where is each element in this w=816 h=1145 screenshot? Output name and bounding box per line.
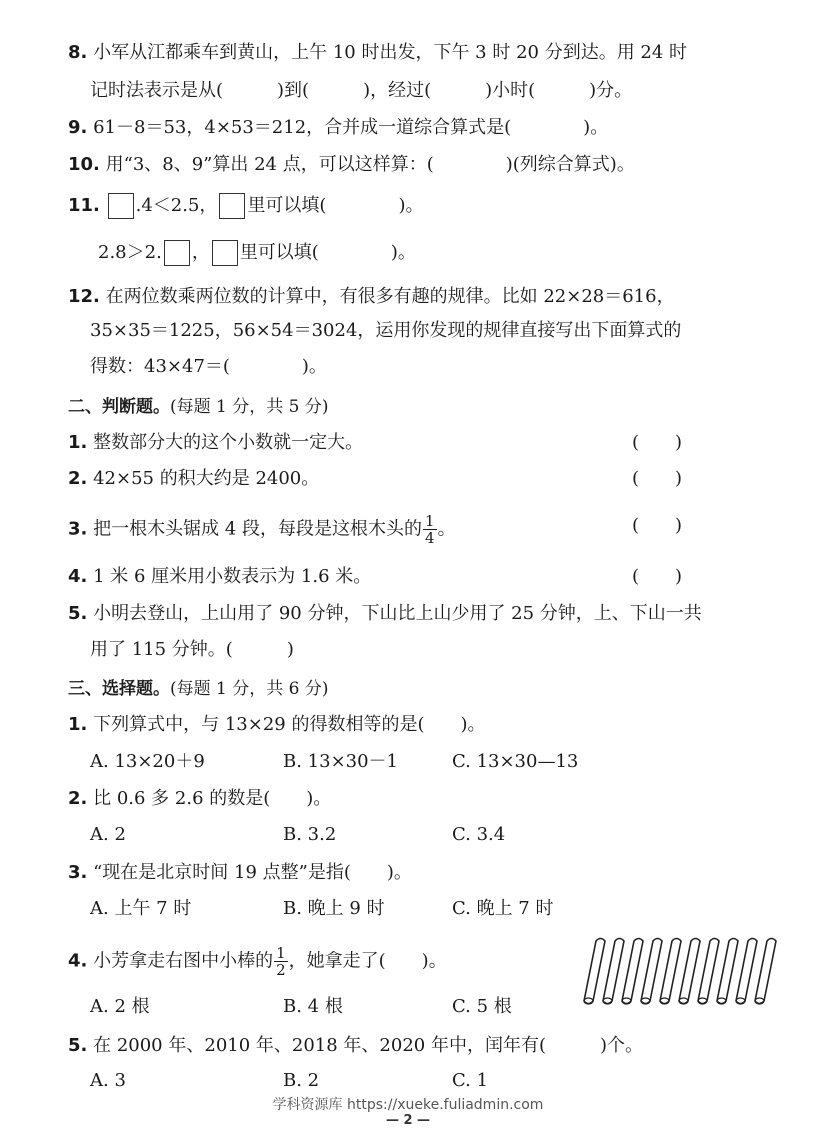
stick (603, 939, 624, 1005)
section-3-heading (68, 676, 752, 702)
choice-5 (68, 1033, 752, 1059)
choice-1-option-a[interactable]: A. 13×20＋9 (90, 751, 205, 772)
choice-2 (68, 786, 752, 812)
choice-2-option-a[interactable]: A. 2 (90, 824, 126, 845)
choice-5-text: 在 2000 年、2010 年、2018 年、2020 年中，闰年有( )个。 (93, 1035, 643, 1056)
choice-1-number: 1. (68, 714, 88, 735)
q8-number: 8. (68, 42, 88, 63)
stick (698, 939, 719, 1005)
choice-3-option-c[interactable]: C. 晚上 7 时 (452, 898, 554, 919)
q11-text-a1: .4＜2.5， (135, 195, 218, 216)
judge-4 (68, 564, 752, 590)
choice-3-number: 3. (68, 862, 88, 883)
choice-5-option-b[interactable]: B. 2 (283, 1070, 320, 1091)
q11-text-a2: 里可以填( )。 (247, 195, 424, 216)
stick (679, 939, 700, 1005)
q8-line1 (68, 40, 752, 66)
q11-line1 (68, 193, 752, 219)
choice-3 (68, 860, 752, 886)
q12-line1 (68, 284, 752, 310)
judge-3-number: 3. (68, 518, 88, 540)
q12-line3 (90, 354, 752, 380)
page-number: — 2 — (385, 1113, 431, 1128)
judge-2-text: 42×55 的积大约是 2400。 (93, 468, 320, 489)
choice-4-option-a[interactable]: A. 2 根 (90, 996, 150, 1017)
judge-3-answer[interactable]: ( ) (631, 515, 682, 536)
q12-text-line3: 得数：43×47＝( )。 (90, 356, 327, 377)
q9 (68, 115, 752, 141)
q12-text-line1: 在两位数乘两位数的计算中，有很多有趣的规律。比如 22×28＝616， (105, 286, 675, 307)
q10 (68, 152, 752, 178)
answer-box[interactable] (212, 240, 238, 266)
judge-1 (68, 430, 752, 456)
q8-text-line1: 小军从江都乘车到黄山，上午 10 时出发，下午 3 时 20 分到达。用 24 时 (93, 42, 688, 63)
stick (584, 939, 605, 1005)
choice-3-option-b[interactable]: B. 晚上 9 时 (283, 898, 385, 919)
choice-2-option-c[interactable]: C. 3.4 (452, 824, 506, 845)
choice-1-option-b[interactable]: B. 13×30－1 (283, 751, 399, 772)
judge-4-answer[interactable]: ( ) (631, 566, 682, 587)
stick (641, 939, 662, 1005)
q10-text: 用“3、8、9”算出 24 点，可以这样算：( )(列综合算式)。 (105, 154, 635, 175)
judge-5-line1 (68, 601, 752, 627)
choice-4-number: 4. (68, 950, 88, 972)
fraction-one-quarter (423, 513, 437, 546)
q11-text-b2: ， (191, 242, 210, 263)
q8-text-line2: 记时法表示是从( )到( )，经过( )小时( )分。 (90, 80, 633, 101)
section-3-subtitle: (每题 1 分，共 6 分) (170, 679, 329, 699)
choice-1-option-c[interactable]: C. 13×30—13 (452, 751, 579, 772)
judge-5-number: 5. (68, 603, 88, 624)
choice-5-option-a[interactable]: A. 3 (90, 1070, 126, 1091)
choice-4-end: ，她拿走了( )。 (288, 950, 447, 972)
judge-2-answer[interactable]: ( ) (631, 468, 682, 489)
q11-number: 11. (68, 195, 100, 216)
q8-line2 (90, 78, 752, 104)
q12-line2 (90, 318, 752, 344)
judge-3 (68, 513, 752, 546)
stick (717, 939, 738, 1005)
choice-3-option-a[interactable]: A. 上午 7 时 (90, 898, 192, 919)
fraction-denominator: 4 (425, 529, 435, 547)
q10-number: 10. (68, 154, 100, 175)
stick (622, 939, 643, 1005)
q11-text-b3: 里可以填( )。 (239, 242, 416, 263)
q12-number: 12. (68, 286, 100, 307)
judge-5-text-line2: 用了 115 分钟。( ) (90, 639, 294, 660)
choice-4-option-c[interactable]: C. 5 根 (452, 996, 512, 1017)
answer-box[interactable] (219, 193, 245, 219)
judge-1-answer[interactable]: ( ) (631, 432, 682, 453)
q9-number: 9. (68, 117, 88, 138)
judge-1-text: 整数部分大的这个小数就一定大。 (93, 432, 364, 453)
choice-2-number: 2. (68, 788, 88, 809)
choice-1-text: 下列算式中，与 13×29 的得数相等的是( )。 (93, 714, 486, 735)
fraction-numerator: 1 (276, 944, 286, 962)
judge-5-text-line1: 小明去登山，上山用了 90 分钟，下山比上山少用了 25 分钟，上、下山一共 (93, 603, 702, 624)
choice-5-option-c[interactable]: C. 1 (452, 1070, 489, 1091)
judge-2-number: 2. (68, 468, 88, 489)
choice-4 (68, 945, 566, 978)
choice-1 (68, 712, 752, 738)
fraction-denominator: 2 (276, 961, 286, 979)
sticks-illustration (578, 935, 778, 1007)
choice-3-text: “现在是北京时间 19 点整”是指( )。 (93, 862, 412, 883)
judge-4-text: 1 米 6 厘米用小数表示为 1.6 米。 (93, 566, 372, 587)
q9-text: 61－8＝53，4×53＝212，合并成一道综合算式是( )。 (93, 117, 609, 138)
section-2-subtitle: (每题 1 分，共 5 分) (170, 397, 329, 417)
judge-1-number: 1. (68, 432, 88, 453)
fraction-one-half (274, 945, 288, 978)
choice-4-text: 小芳拿走右图中小棒的 (93, 950, 274, 972)
choice-4-option-b[interactable]: B. 4 根 (283, 996, 343, 1017)
judge-4-number: 4. (68, 566, 88, 587)
judge-3-end: 。 (437, 518, 456, 540)
judge-3-text: 把一根木头锯成 4 段，每段是这根木头的 (93, 518, 423, 540)
judge-5-line2 (90, 637, 752, 663)
section-3-title: 三、选择题。 (68, 679, 170, 699)
stick (755, 939, 776, 1005)
stick (736, 939, 757, 1005)
q11-line2 (98, 240, 752, 266)
stick (660, 939, 681, 1005)
judge-2 (68, 466, 752, 492)
section-2-heading (68, 394, 752, 420)
choice-2-text: 比 0.6 多 2.6 的数是( )。 (93, 788, 332, 809)
choice-5-number: 5. (68, 1035, 88, 1056)
section-2-title: 二、判断题。 (68, 397, 170, 417)
fraction-numerator: 1 (425, 512, 435, 530)
choice-2-option-b[interactable]: B. 3.2 (283, 824, 337, 845)
q12-text-line2: 35×35＝1225，56×54＝3024，运用你发现的规律直接写出下面算式的 (90, 320, 682, 341)
watermark: 学科资源库 https://xueke.fuliadmin.com (272, 1097, 544, 1113)
answer-box[interactable] (164, 240, 190, 266)
answer-box[interactable] (108, 193, 134, 219)
q11-text-b1: 2.8＞2. (98, 242, 162, 263)
